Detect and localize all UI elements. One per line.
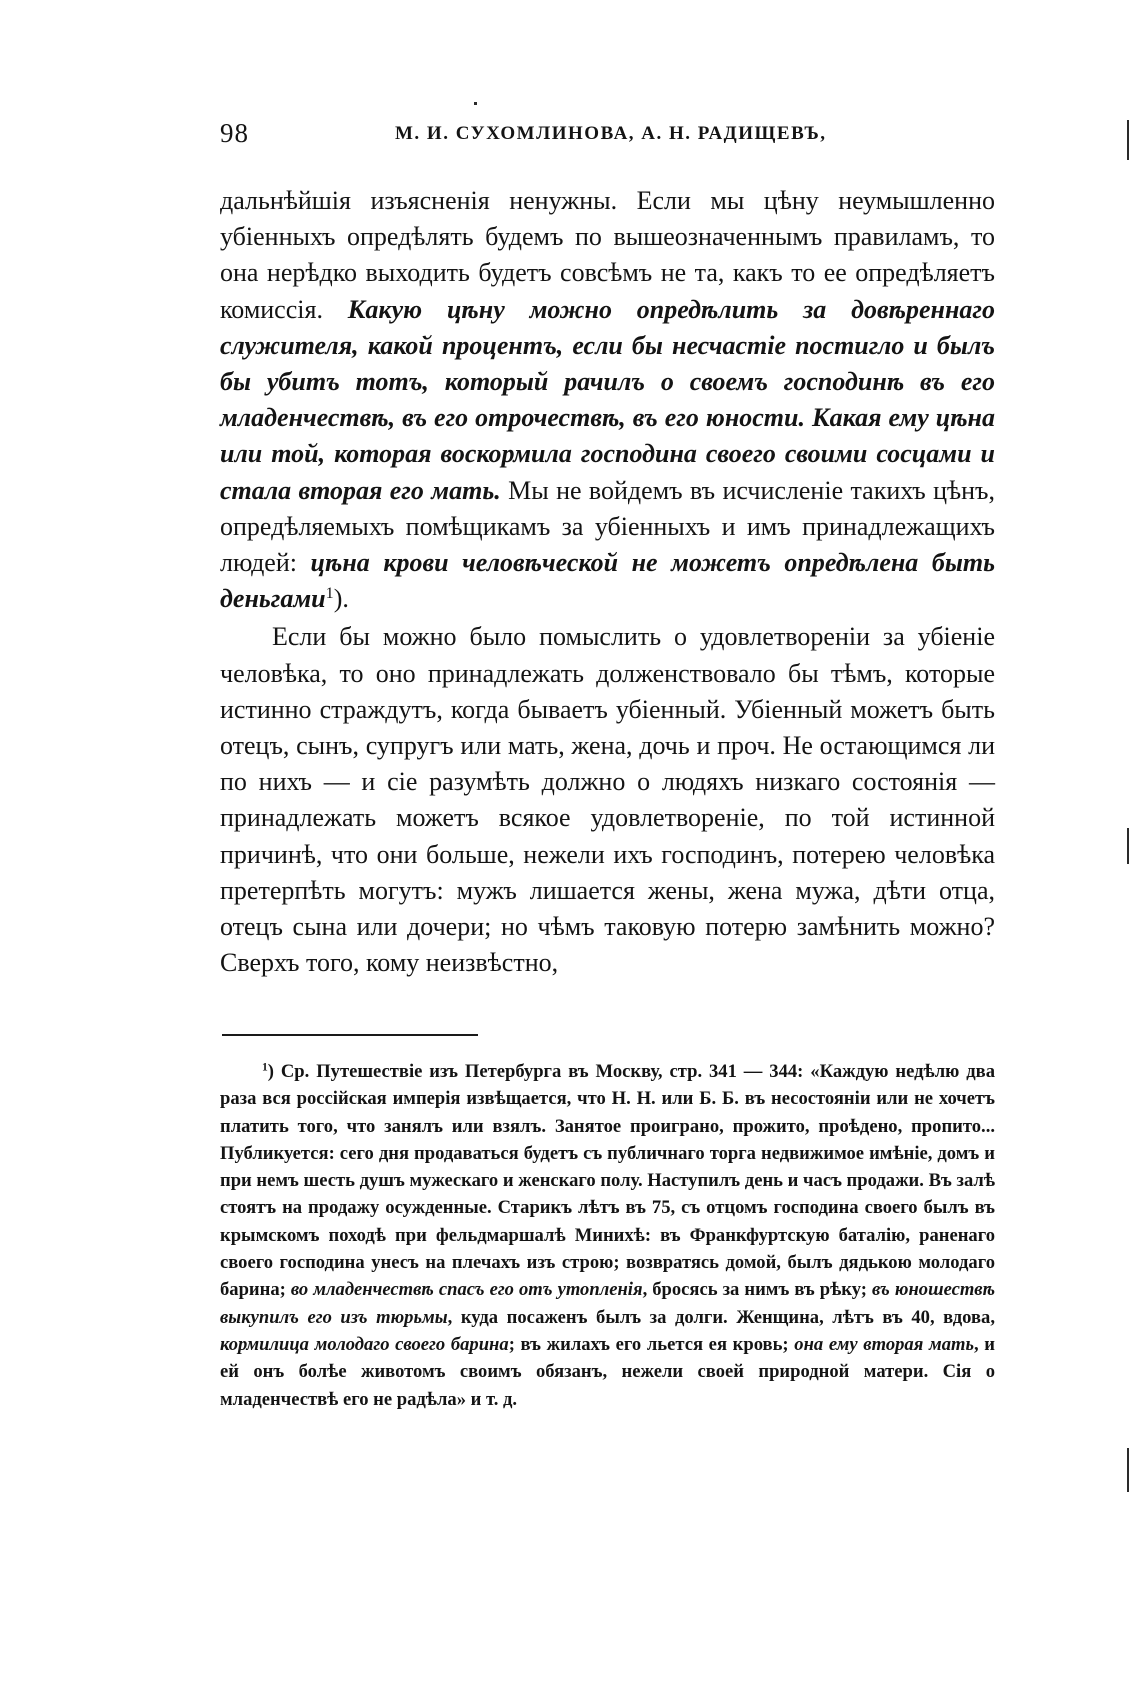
running-title: М. И. СУХОМЛИНОВА, А. Н. РАДИЩЕВЪ, [395, 123, 827, 144]
paragraph-1-text-b: Мы не войдемъ въ исчисленіе такихъ цѣнъ, опредѣляемыхъ помѣщикамъ за убіенныхъ и имъ принадлежащихъ людей: [220, 475, 995, 578]
paragraph-1-text-c: ). [333, 584, 349, 614]
footnote-italic-a: во младенчествѣ спасъ его отъ утопленія [290, 1279, 643, 1301]
page-header [220, 118, 990, 158]
footnote-text-e: , и ей онъ болѣе животомъ своимъ обязанъ, нежели своей природной матери. Сія о младенчествѣ его не радѣла» и т. д. [220, 1333, 995, 1410]
footnote-text-a: ) Ср. Путешествіе изъ Петербурга въ Москву, стр. 341 — 344: «Каждую недѣлю два раза вся россійская имперія извѣщается, что Н. Н. или Б. Б. въ несостояніи или не хочетъ платить того, что занялъ или взялъ. Занятое проиграно, прожито, проѣдено, пропито... Публикуется: сего дня продаваться будетъ съ публичнаго торга недвижимое имѣніе, домъ и при немъ шесть душъ мужескаго и женскаго полу. Наступилъ день и часъ продажи. Въ залѣ стоятъ на продажу осужденные. Старикъ лѣтъ въ 75, съ отцомъ господина своего былъ въ крымскомъ походѣ при фельдмаршалѣ Минихѣ: въ Франкфуртскую баталію, раненаго своего господина унесъ на плечахъ изъ строю; возвратясь домой, былъ дядькою молодаго барина; [220, 1061, 995, 1301]
page-number: 98 [220, 118, 249, 148]
footnote-italic-c: кормилица молодаго своего барина [220, 1333, 509, 1355]
footnote [220, 1058, 995, 1413]
main-text [220, 183, 995, 981]
paragraph-1 [220, 183, 995, 617]
footnote-italic-b: въ юношествѣ выкупилъ его изъ тюрьмы [220, 1279, 995, 1328]
scan-artifact-mark [1127, 1448, 1129, 1492]
footnote-text-d: ; въ жилахъ его льется ея кровь; [508, 1333, 795, 1355]
footnote-reference[interactable]: 1 [325, 585, 334, 603]
paragraph-1-text-a: дальнѣйшія изъясненія ненужны. Если мы цѣну неумышленно убіенныхъ опредѣлять будемъ по вышеозначеннымъ правиламъ, то она нерѣдко выходить будетъ совсѣмъ не та, какъ то ее опредѣляетъ комиссія. [220, 186, 995, 324]
footnote-paragraph [220, 1058, 995, 1413]
scan-artifact-mark [474, 102, 477, 105]
scan-artifact-mark [1127, 828, 1129, 864]
footnote-divider [222, 1034, 478, 1036]
footnote-italic-d: она ему вторая мать [794, 1333, 974, 1355]
paragraph-1-italic-a: Какую цѣну можно опредѣлить за довѣреннаго служителя, какой процентъ, если бы несчастіе постигло и былъ бы убитъ тотъ, который рачилъ о своемъ господинѣ въ его младенчествѣ, въ его отрочествѣ, въ его юности. Какая ему цѣна или той, которая воскормила господина своего своими сосцами и стала вторая его мать. [220, 294, 995, 505]
footnote-text-b: , бросясь за нимъ въ рѣку; [642, 1279, 872, 1301]
footnote-marker: 1 [262, 1061, 268, 1074]
scan-artifact-mark [1127, 120, 1129, 160]
paragraph-1-italic-b: цѣна крови человѣческой не можетъ опредѣлена быть деньгами [220, 548, 995, 614]
paragraph-2: Если бы можно было помыслить о удовлетвореніи за убіеніе человѣка, то оно принадлежать долженствовало бы тѣмъ, которые истинно страждутъ, когда бываетъ убіенный. Убіенный можетъ быть отецъ, сынъ, супругъ или мать, жена, дочь и проч. Не остающимся ли по нихъ — и сіе разумѣть должно о людяхъ низкаго состоянія — принадлежать можетъ всякое удовлетвореніе, по той истинной причинѣ, что они больше, нежели ихъ господинъ, потерею человѣка претерпѣть могутъ: мужъ лишается жены, жена мужа, дѣти отца, отецъ сына или дочери; но чѣмъ таковую потерю замѣнить можно? Сверхъ того, кому неизвѣстно, [220, 622, 995, 978]
footnote-text-c: , куда посаженъ былъ за долги. Женщина, лѣтъ въ 40, вдова, [447, 1306, 995, 1328]
